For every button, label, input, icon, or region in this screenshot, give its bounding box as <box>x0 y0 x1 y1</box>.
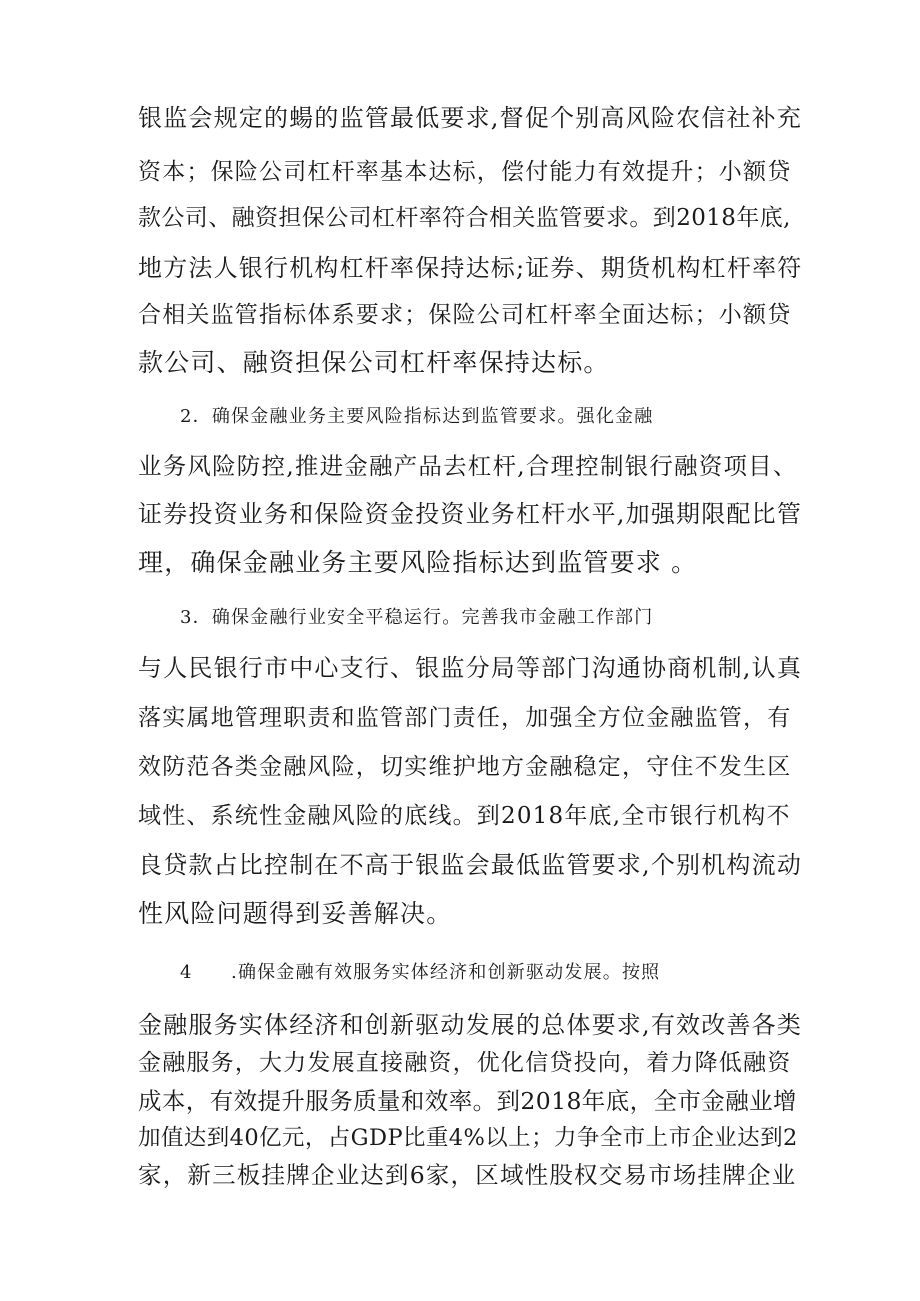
text-line: 域性、系统性金融风险的底线。到2018年底,全市银行机构不 <box>138 803 791 829</box>
text-line: 地方法人银行机构杠杆率保持达标;证券、期货机构杠杆率符 <box>138 254 803 282</box>
text-line: 金融服务实体经济和创新驱动发展的总体要求,有效改善各类 <box>138 1011 803 1039</box>
text-line: 款公司、融资担保公司杠杆率保持达标。 <box>138 348 610 377</box>
text-line: 性风险问题得到妥善解决。 <box>138 899 453 928</box>
text-line: 业务风险防控,推进金融产品去杠杆,合理控制银行融资项目、 <box>138 452 798 480</box>
text-line: 款公司、融资担保公司杠杆率符合相关监管要求。到2018年底, <box>138 205 791 231</box>
text-line: 4 .确保金融有效服务实体经济和创新驱动发展。按照 <box>180 962 661 983</box>
text-line: 家，新三板挂牌企业达到6家，区域性股权交易市场挂牌企业 <box>138 1161 797 1189</box>
text-line: 2．确保金融业务主要风险指标达到监管要求。强化金融 <box>180 406 654 427</box>
text-line: 良贷款占比控制在不高于银监会最低监管要求,个别机构流动 <box>138 851 803 879</box>
text-line: 3．确保金融行业安全平稳运行。完善我市金融工作部门 <box>180 607 654 628</box>
text-line: 银监会规定的蝪的监管最低要求,督促个别高风险农信社补充 <box>138 104 803 132</box>
text-line: 落实属地管理职责和监管部门责任，加强全方位金融监管，有 <box>138 705 792 731</box>
text-line: 加值达到40亿元，占GDP比重4%以上；力争全市上市企业达到2 <box>138 1125 798 1151</box>
text-line: 资本；保险公司杠杆率基本达标，偿付能力有效提升；小额贷 <box>138 159 792 185</box>
text-line: 与人民银行市中心支行、银监分局等部门沟通协商机制,认真 <box>138 654 803 682</box>
text-line: 金融服务，大力发展直接融资，优化信贷投向，着力降低融资 <box>138 1050 792 1076</box>
text-line: 合相关监管指标体系要求；保险公司杠杆率全面达标；小额贷 <box>138 302 792 328</box>
text-line: 效防范各类金融风险，切实维护地方金融稳定，守住不发生区 <box>138 754 792 780</box>
text-line: 成本，有效提升服务质量和效率。到2018年底，全市金融业增 <box>138 1087 797 1115</box>
text-line: 证券投资业务和保险资金投资业务杠杆水平,加强期限配比管 <box>138 500 803 528</box>
text-line: 理，确保金融业务主要风险指标达到监管要求 。 <box>138 548 698 577</box>
